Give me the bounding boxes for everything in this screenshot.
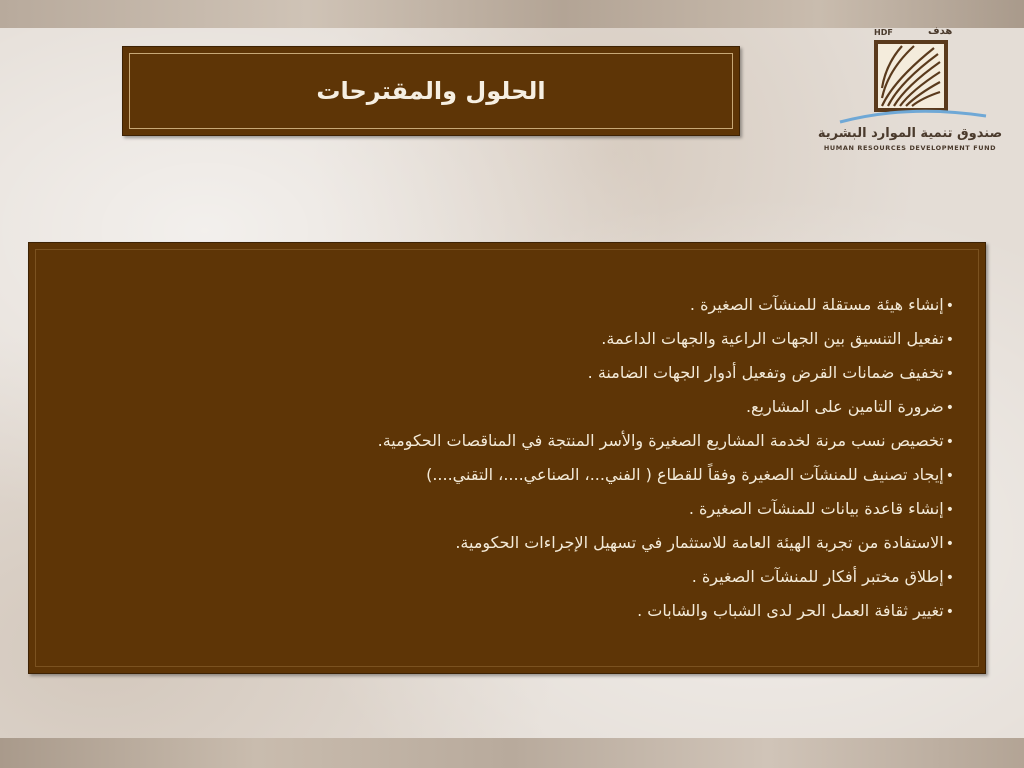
bottom-texture-band [0,738,1024,768]
bullet-dot: • [945,332,954,348]
bullet-dot: • [945,502,954,518]
bullet-dot: • [945,468,954,484]
bullet-text: تخفيف ضمانات القرض وتفعيل أدوار الجهات الضامنة . [587,363,944,382]
logo-swoosh [838,108,988,126]
bullet-dot: • [945,298,954,314]
bullet-item [234,328,954,362]
bullet-item [234,396,954,430]
bullet-item [234,294,954,328]
bullet-text: إنشاء هيئة مستقلة للمنشآت الصغيرة . [689,295,944,314]
title-panel [122,46,740,136]
bullet-text: تخصيص نسب مرنة لخدمة المشاريع الصغيرة والأسر المنتجة في المناقصات الحكومية. [377,431,944,450]
bullet-item [234,498,954,532]
bullet-text: إنشاء قاعدة بيانات للمنشآت الصغيرة . [688,499,944,518]
bullet-item [234,464,954,498]
bullet-dot: • [945,434,954,450]
hdf-logo [808,28,1018,158]
content-panel [28,242,986,674]
bullet-item [234,362,954,396]
top-texture-band [0,0,1024,28]
bullet-item [234,532,954,566]
bullet-item [234,566,954,600]
slide-title: الحلول والمقترحات [316,77,546,105]
title-panel-frame [129,53,733,129]
bullet-text: تغيير ثقافة العمل الحر لدى الشباب والشابات . [637,601,944,620]
bullet-text: إطلاق مختبر أفكار للمنشآت الصغيرة . [691,567,944,586]
bullet-item [234,600,954,634]
bullet-dot: • [945,366,954,382]
logo-name-ar: صندوق تنمية الموارد البشرية [817,126,1003,141]
bullet-dot: • [945,604,954,620]
bullet-text: إيجاد تصنيف للمنشآت الصغيرة وفقاً للقطاع ( الفني...، الصناعي....، التقني....) [426,465,944,484]
bullet-list [234,294,954,634]
bullet-text: الاستفادة من تجربة الهيئة العامة للاستثمار في تسهيل الإجراءات الحكومية. [455,533,944,552]
bullet-text: ضرورة التامين على المشاريع. [745,397,944,416]
hdf-logo-icon [874,40,948,112]
logo-abbr-en: HDF [874,28,893,37]
logo-abbr-ar: هدف [928,26,953,37]
logo-name-en: HUMAN RESOURCES DEVELOPMENT FUND [823,144,997,152]
bullet-dot: • [945,400,954,416]
bullet-text: تفعيل التنسيق بين الجهات الراعية والجهات الداعمة. [601,329,944,348]
bullet-item [234,430,954,464]
bullet-dot: • [945,536,954,552]
bullet-dot: • [945,570,954,586]
content-panel-frame [35,249,979,667]
